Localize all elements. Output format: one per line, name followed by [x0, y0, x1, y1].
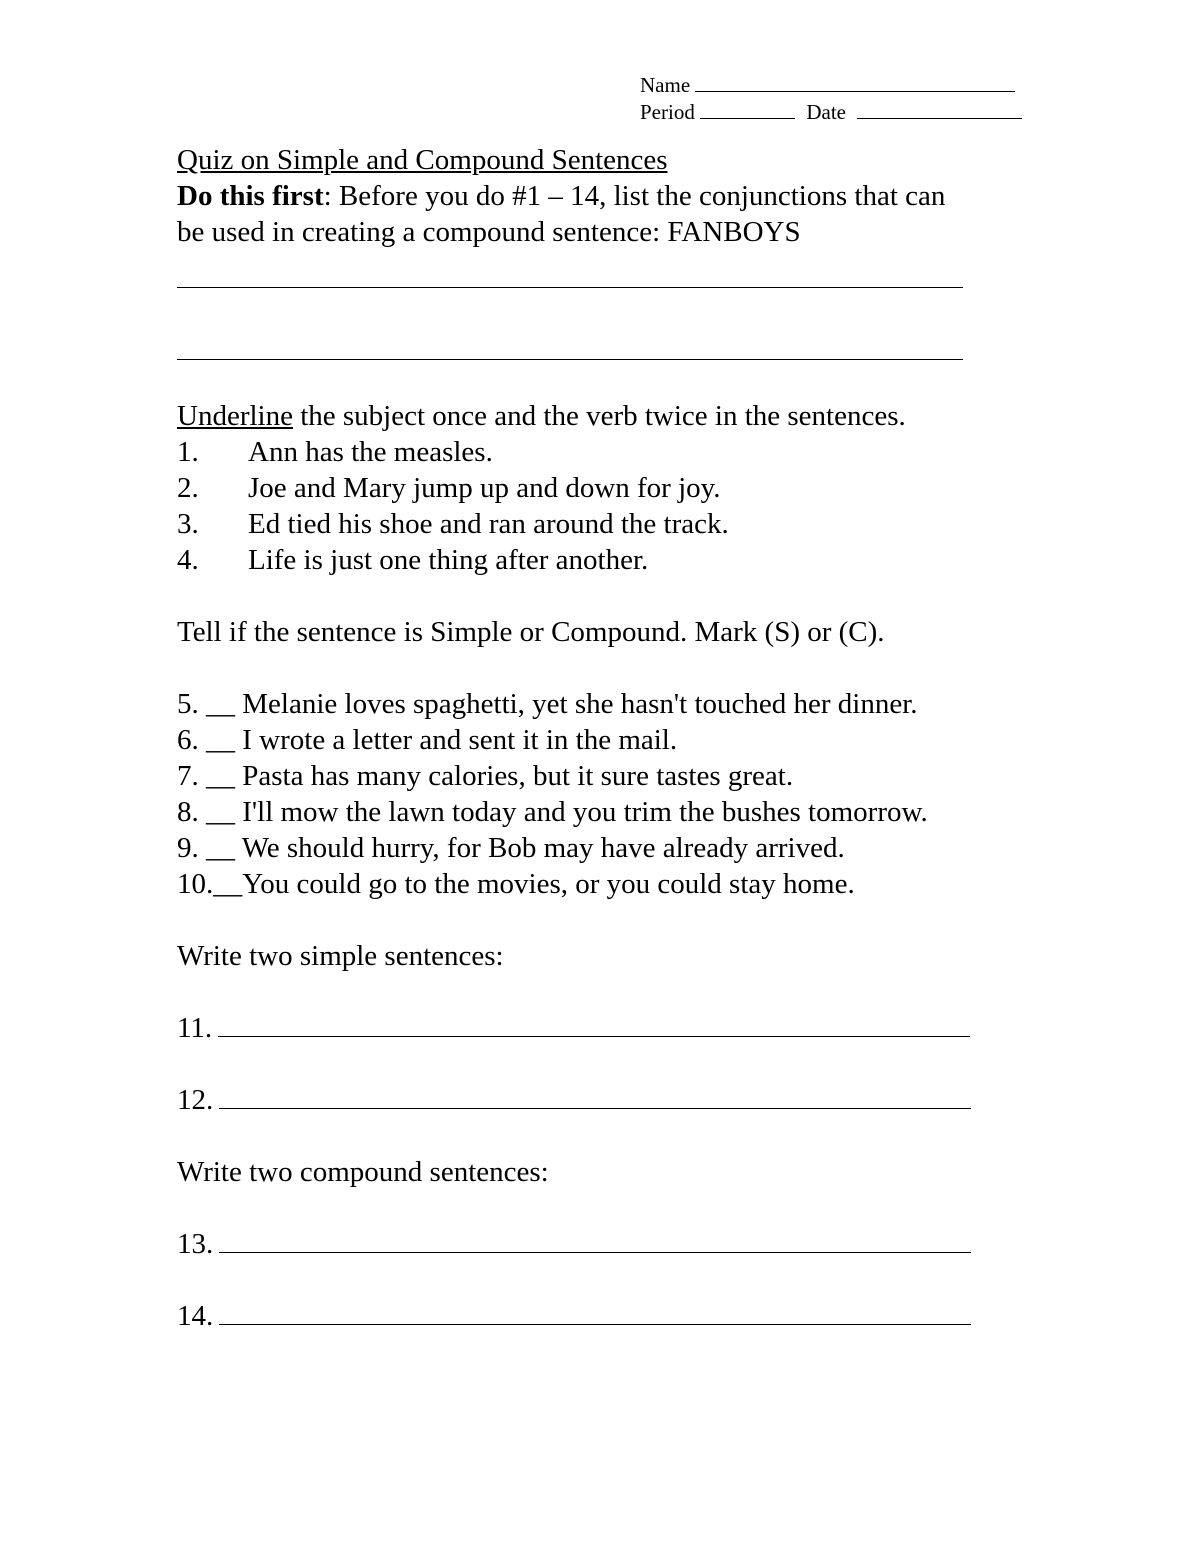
- item-number: 3.: [177, 508, 199, 540]
- quiz-content: [177, 142, 1037, 1334]
- item-number: 13.: [177, 1228, 214, 1260]
- list-item: [177, 542, 1037, 578]
- date-label: Date: [806, 100, 846, 124]
- list-item: 5. __ Melanie loves spaghetti, yet she hasn't touched her dinner.: [177, 688, 918, 720]
- date-field[interactable]: [857, 100, 1022, 119]
- intro-line-1: [177, 178, 1037, 214]
- student-info-header: [640, 72, 1030, 126]
- list-item: [177, 470, 1037, 506]
- section1-instruction-rest: the subject once and the verb twice in the sentences.: [292, 400, 906, 432]
- intro-text-1: : Before you do #1 – 14, list the conjunctions that can: [323, 180, 946, 212]
- sentence-answer-line[interactable]: [218, 1016, 970, 1037]
- item-number: 14.: [177, 1300, 214, 1332]
- conjunctions-answer-line-2[interactable]: [177, 332, 963, 368]
- quiz-title: Quiz on Simple and Compound Sentences: [177, 144, 668, 176]
- conjunctions-answer-line-1[interactable]: [177, 260, 963, 296]
- section4-instruction: Write two compound sentences:: [177, 1156, 549, 1188]
- item-text: Ann has the measles.: [248, 436, 493, 468]
- sentence-answer-line[interactable]: [219, 1304, 971, 1325]
- list-item: [177, 434, 1037, 470]
- write-item: [177, 1226, 1037, 1262]
- list-item: 10.__You could go to the movies, or you could stay home.: [177, 868, 855, 900]
- sentence-answer-line[interactable]: [219, 1088, 971, 1109]
- period-label: Period: [640, 100, 695, 124]
- item-text: Joe and Mary jump up and down for joy.: [248, 472, 721, 504]
- section3-instruction: Write two simple sentences:: [177, 940, 504, 972]
- item-text: Ed tied his shoe and ran around the track.: [248, 508, 729, 540]
- item-number: 12.: [177, 1084, 214, 1116]
- intro-line-2: be used in creating a compound sentence: FANBOYS: [177, 216, 801, 248]
- period-field[interactable]: [700, 100, 795, 119]
- write-item: [177, 1010, 1037, 1046]
- section2-instruction: Tell if the sentence is Simple or Compound. Mark (S) or (C).: [177, 616, 885, 648]
- name-field[interactable]: [695, 73, 1015, 92]
- item-text: Life is just one thing after another.: [248, 544, 649, 576]
- list-item: 6. __ I wrote a letter and sent it in the mail.: [177, 724, 678, 756]
- list-item: 9. __ We should hurry, for Bob may have already arrived.: [177, 832, 845, 864]
- list-item: [177, 506, 1037, 542]
- period-date-row: [640, 99, 1030, 126]
- list-item: 8. __ I'll mow the lawn today and you trim the bushes tomorrow.: [177, 796, 928, 828]
- write-item: [177, 1298, 1037, 1334]
- section1-instruction: [177, 398, 1037, 434]
- intro-bold: Do this first: [177, 180, 324, 212]
- item-number: 11.: [177, 1012, 213, 1044]
- item-number: 2.: [177, 472, 199, 504]
- write-item: [177, 1082, 1037, 1118]
- list-item: 7. __ Pasta has many calories, but it sure tastes great.: [177, 760, 794, 792]
- item-number: 4.: [177, 544, 199, 576]
- name-label: Name: [640, 73, 691, 97]
- underline-word: Underline: [177, 400, 293, 432]
- name-row: [640, 72, 1030, 99]
- sentence-answer-line[interactable]: [219, 1232, 971, 1253]
- item-number: 1.: [177, 436, 199, 468]
